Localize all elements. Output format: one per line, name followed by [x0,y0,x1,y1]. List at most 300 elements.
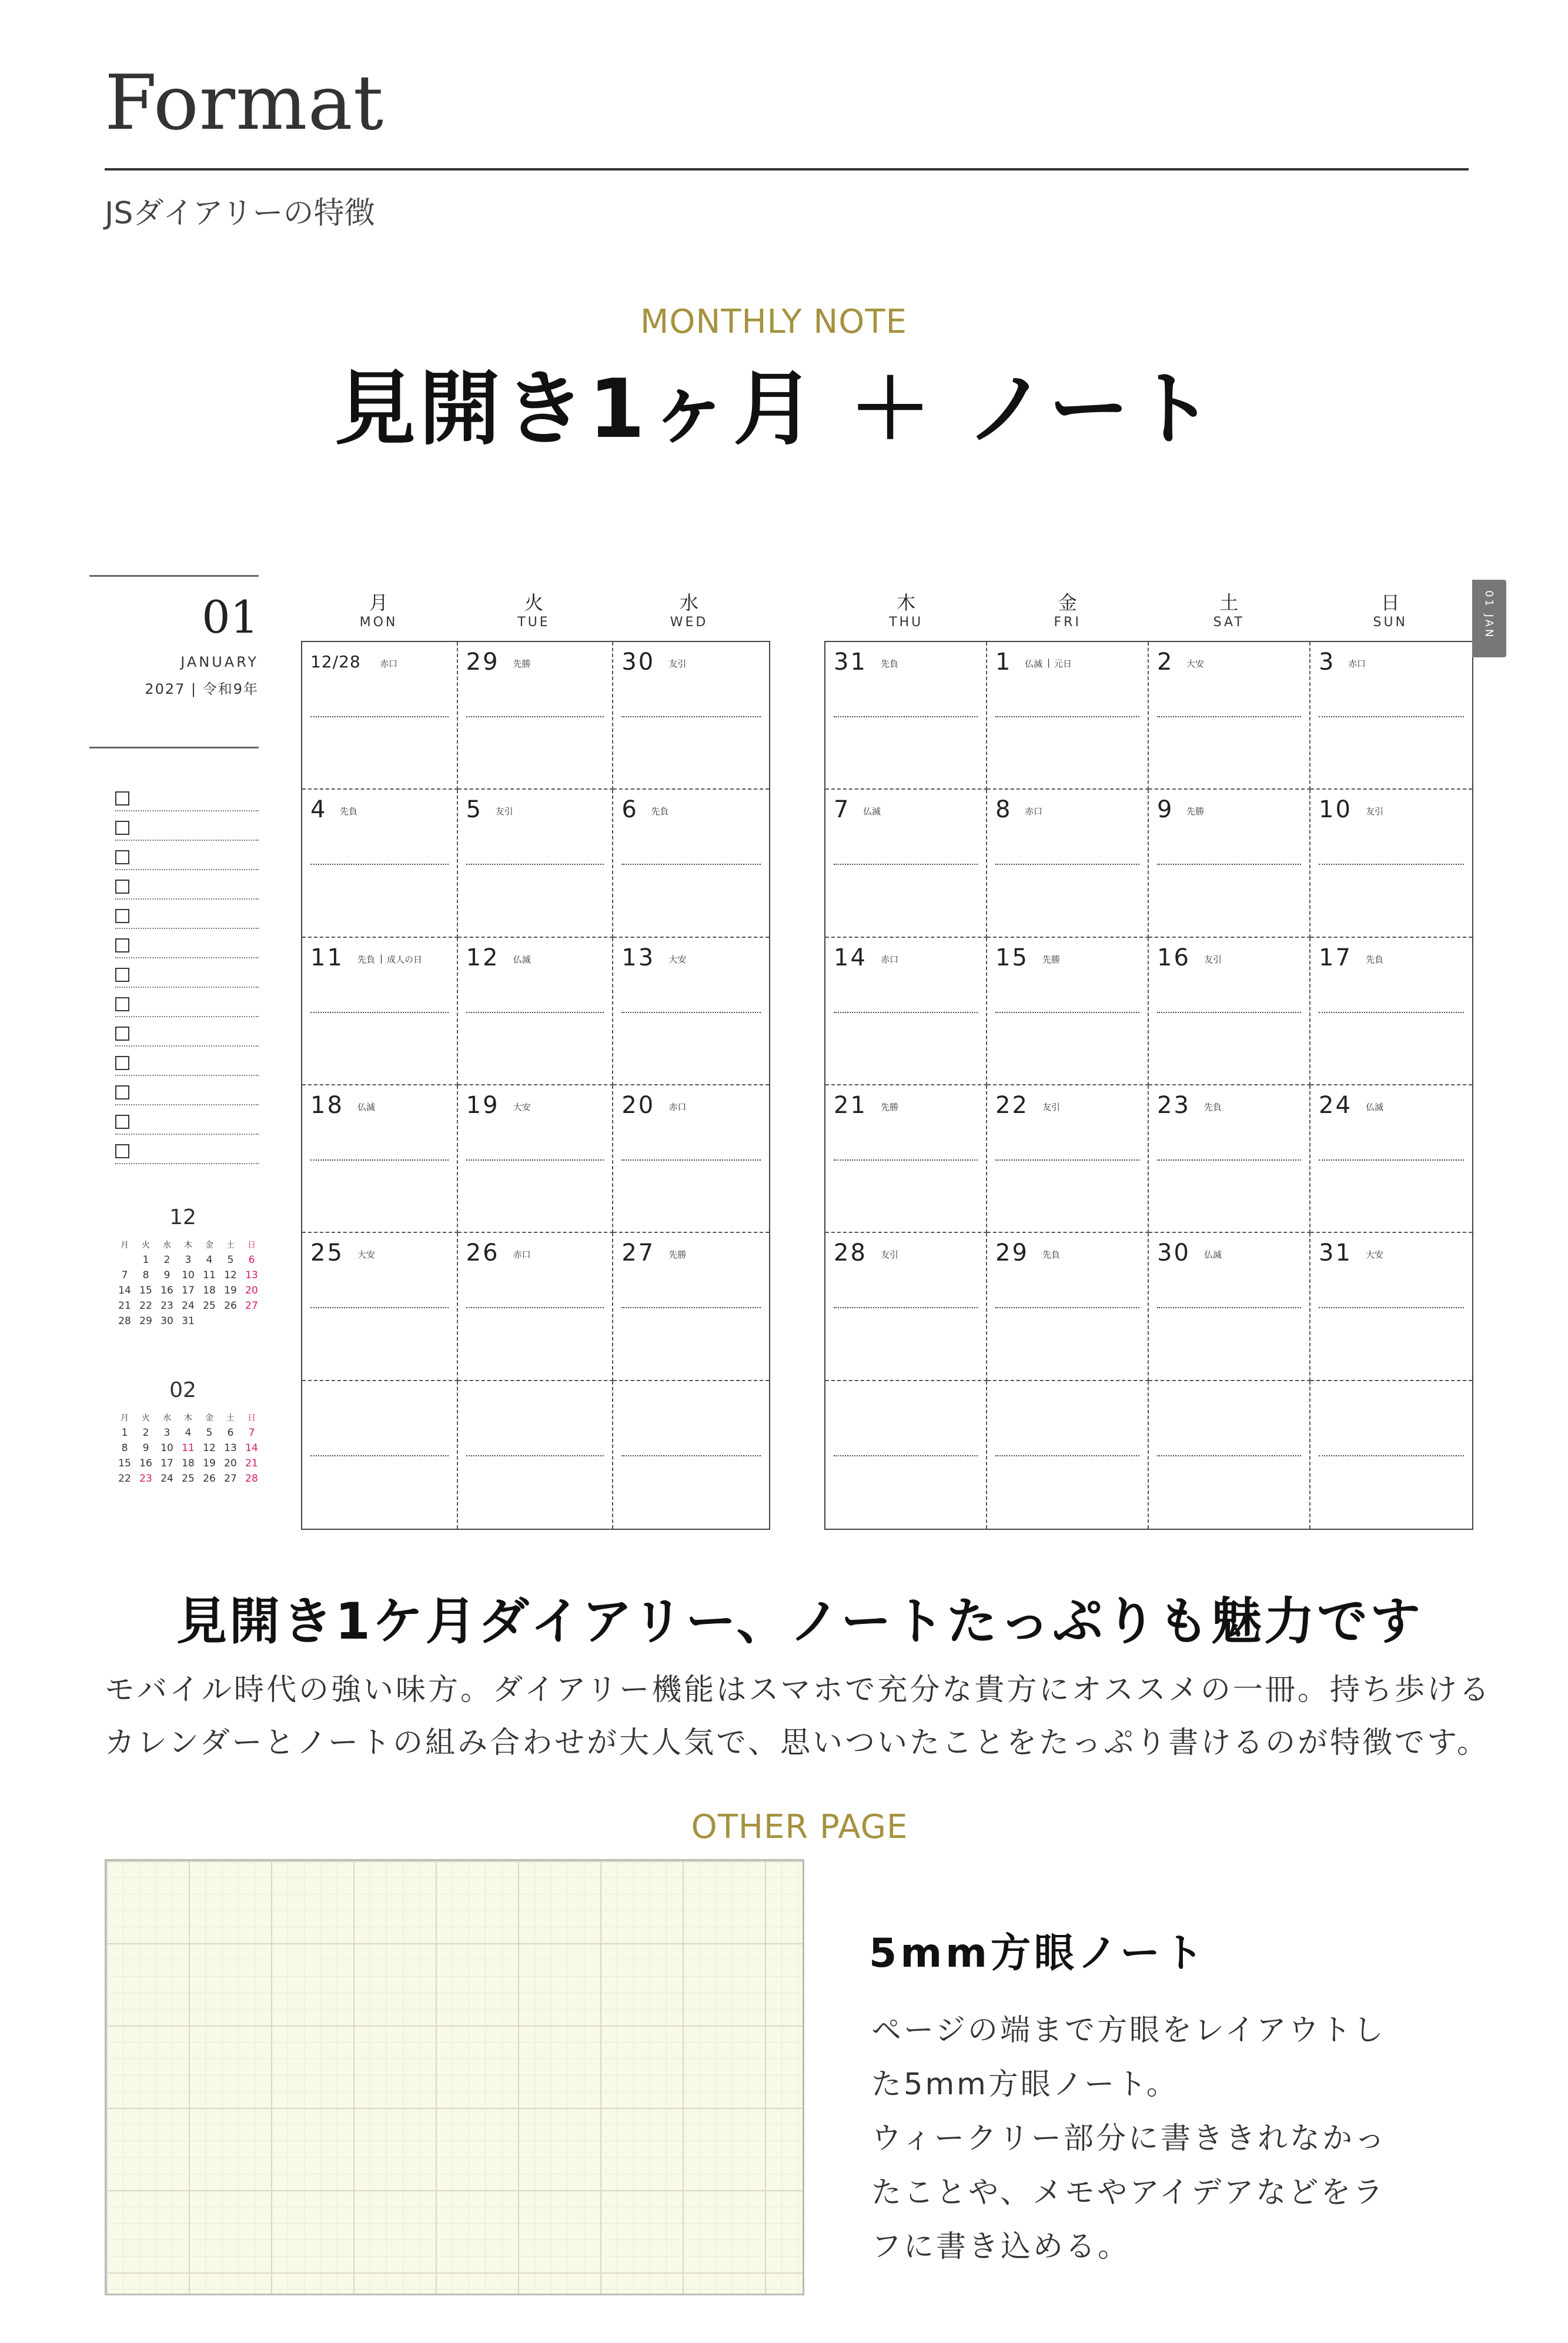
day-cell[interactable] [825,1085,987,1233]
day-cell[interactable] [613,938,769,1085]
day-number: 29 [995,1239,1029,1267]
rokuyo-label: 友引 [495,806,513,817]
day-number: 26 [466,1239,500,1267]
day-cell[interactable] [1149,1381,1310,1529]
cell-midline [466,1159,604,1161]
mini-day: 4 [185,1427,192,1439]
mini-day: 14 [245,1442,258,1454]
rokuyo-label: 大安 [513,1101,531,1112]
day-number: 17 [1319,944,1352,971]
feature-desc-line2: カレンダーとノートの組み合わせが大人気で、思いついたことをたっぷり書けるのが特徴です。 [105,1726,1490,1760]
mini-day: 17 [182,1285,195,1296]
day-cell[interactable] [825,1233,987,1381]
weekday-header [301,588,456,630]
mini-day: 4 [206,1254,213,1266]
rokuyo-label: 先勝 [881,1101,899,1112]
day-cell[interactable] [1149,1233,1310,1381]
mini-day: 9 [142,1442,149,1454]
mini-day: 13 [245,1269,258,1281]
grid-note-line: ページの端まで方眼をレイアウトし [871,2013,1386,2048]
page-title: Format [105,59,385,147]
day-cell[interactable] [302,790,458,937]
cell-midline [1319,1159,1464,1161]
mini-day: 2 [142,1427,149,1439]
rokuyo-label: 先負 [881,659,899,669]
mini-day: 2 [163,1254,170,1266]
rokuyo-label: 友引 [1204,954,1222,965]
cell-midline [1157,716,1301,717]
right-calendar-grid [824,641,1473,1530]
rokuyo-label: 先勝 [668,1249,687,1261]
weekday-en: TUE [517,615,550,630]
day-cell[interactable] [825,642,987,790]
day-cell[interactable] [302,1381,458,1529]
day-number: 21 [834,1091,867,1119]
weekday-en: WED [670,615,708,630]
day-number: 12 [466,944,500,971]
weekday-jp: 火 [524,591,543,614]
holiday-separator: | [380,952,383,964]
mini-day: 28 [118,1315,131,1327]
mini-day: 21 [245,1458,258,1469]
checklist-row[interactable] [115,1105,259,1135]
mini-weekday: 木 [184,1413,192,1423]
checklist-row[interactable] [115,929,259,958]
month-tab[interactable] [1472,580,1506,657]
day-cell[interactable] [458,1381,614,1529]
mini-day: 5 [227,1254,234,1266]
weekday-header [611,588,767,630]
feature-description [105,1664,1492,1770]
rokuyo-label: 大安 [357,1249,376,1261]
day-cell[interactable] [1310,790,1472,937]
mini-day: 25 [203,1300,216,1312]
grid-note-line: ウィークリー部分に書ききれなかっ [871,2121,1387,2156]
cell-midline [621,716,761,717]
cell-midline [995,1012,1139,1013]
mini-day: 7 [248,1427,255,1439]
rokuyo-label: 先負 [1204,1101,1222,1112]
day-cell[interactable] [458,642,614,790]
day-cell[interactable] [613,642,769,790]
weekday-jp: 日 [1380,591,1400,614]
mini-weekday: 木 [184,1241,192,1250]
day-number: 11 [310,944,344,971]
weekday-en: SUN [1373,615,1408,630]
rokuyo-label: 友引 [668,659,687,669]
mini-weekday: 火 [142,1413,150,1423]
day-cell[interactable] [302,1233,458,1381]
grid-note-description [871,2004,1447,2274]
day-number: 30 [621,649,656,676]
rokuyo-label: 先負 [1366,954,1384,965]
grid-note-line: た5mm方眼ノート。 [871,2067,1179,2102]
day-number: 14 [834,944,867,971]
checklist-row[interactable] [115,1076,259,1105]
mini-day: 12 [224,1269,237,1281]
cell-midline [621,1012,761,1013]
day-number: 27 [621,1239,656,1267]
other-page-label: OTHER PAGE [691,1808,908,1846]
weekday-header [1148,588,1310,630]
mini-day: 13 [224,1442,237,1454]
day-number: 23 [1157,1091,1191,1119]
mini-day: 9 [163,1269,170,1281]
title-divider [105,168,1469,171]
mini-day: 29 [139,1315,152,1327]
day-number: 22 [995,1091,1029,1119]
mini-day: 7 [121,1269,128,1281]
cell-midline [834,716,978,717]
mini-day: 18 [182,1458,195,1469]
mini-day: 24 [161,1473,173,1485]
day-cell[interactable] [1310,938,1472,1085]
cell-midline [466,864,604,865]
mini-day: 19 [203,1458,216,1469]
cell-midline [621,1307,761,1308]
checklist-row[interactable] [115,811,259,841]
day-number: 1 [995,649,1012,676]
rokuyo-label: 友引 [1042,1101,1061,1112]
rokuyo-label: 仏滅 [357,1101,376,1112]
mini-weekday: 火 [142,1241,150,1250]
mini-day [115,1254,134,1266]
mini-weekday: 月 [121,1413,129,1423]
cell-midline [310,1455,449,1456]
left-weekday-headers [301,588,767,630]
mini-weekday: 日 [248,1241,256,1250]
day-number: 2 [1157,649,1174,676]
day-cell[interactable] [613,1381,769,1529]
cell-midline [1319,1307,1464,1308]
cell-midline [310,716,449,717]
mini-calendar-next-title: 02 [169,1378,196,1402]
rokuyo-label: 先負 [651,806,669,817]
mini-day: 1 [121,1427,128,1439]
cell-midline [995,864,1139,865]
cell-midline [995,1159,1139,1161]
holiday-separator: | [1047,657,1051,668]
day-cell[interactable] [1149,790,1310,937]
checklist-row[interactable] [115,988,259,1017]
mini-day: 15 [139,1285,152,1296]
rokuyo-label: 先負 [1042,1249,1061,1261]
day-number: 28 [834,1239,867,1267]
day-number: 12/28 [310,652,361,671]
mini-day: 10 [182,1269,195,1281]
day-number: 7 [834,796,851,824]
mini-weekday: 日 [248,1413,256,1423]
mini-day: 20 [245,1285,258,1296]
cell-midline [1157,1012,1301,1013]
cell-midline [1319,1012,1464,1013]
day-cell[interactable] [458,1085,614,1233]
day-number: 30 [1157,1239,1191,1267]
mini-day: 21 [118,1300,131,1312]
day-cell[interactable] [1310,1381,1472,1529]
rokuyo-label: 赤口 [1025,806,1043,817]
day-cell[interactable] [1149,642,1310,790]
day-number: 20 [621,1091,656,1119]
day-cell[interactable] [825,1381,987,1529]
mini-day: 11 [203,1269,216,1281]
mini-day [242,1315,261,1327]
mini-day: 23 [161,1300,173,1312]
rokuyo-label: 仏滅 [863,806,881,817]
rokuyo-label: 赤口 [668,1101,687,1112]
checklist-row[interactable] [115,870,259,900]
day-number: 19 [466,1091,500,1119]
checklist-row[interactable] [115,958,259,988]
mini-day: 1 [142,1254,149,1266]
day-number: 16 [1157,944,1191,971]
weekday-jp: 土 [1219,591,1239,614]
cell-midline [1157,864,1301,865]
cell-midline [621,864,761,865]
cell-midline [995,716,1139,717]
mini-day: 24 [182,1300,195,1312]
feature-desc-line1: モバイル時代の強い味方。ダイアリー機能はスマホで充分な貴方にオススメの一冊。持ち歩ける [105,1673,1492,1707]
mini-day: 20 [224,1458,237,1469]
rokuyo-label: 大安 [668,954,687,965]
cell-midline [310,864,449,865]
mini-day: 26 [203,1473,216,1485]
day-cell[interactable] [458,938,614,1085]
weekday-en: THU [889,615,924,630]
mini-day: 19 [224,1285,237,1296]
rokuyo-label: 赤口 [881,954,899,965]
right-weekday-headers [825,588,1471,630]
mini-day: 8 [142,1269,149,1281]
cell-midline [995,1307,1139,1308]
mini-day: 8 [121,1442,128,1454]
rokuyo-label: 先勝 [1186,806,1205,817]
cell-midline [1157,1307,1301,1308]
rokuyo-label: 大安 [1366,1249,1384,1261]
day-cell[interactable] [825,938,987,1085]
mini-day: 23 [139,1473,152,1485]
mini-weekday: 金 [205,1413,213,1423]
day-cell[interactable] [302,938,458,1085]
mini-day: 22 [139,1300,152,1312]
day-cell[interactable] [987,938,1149,1085]
mini-day: 22 [118,1473,131,1485]
rokuyo-label: 赤口 [380,659,398,669]
mini-weekday: 水 [163,1241,171,1250]
mini-day: 26 [224,1300,237,1312]
mini-day: 18 [203,1285,216,1296]
mini-day [221,1315,240,1327]
mini-day: 11 [182,1442,195,1454]
mini-day: 25 [182,1473,195,1485]
feature-headline: 見開き1ケ月ダイアリー、ノートたっぷりも魅力です [176,1592,1423,1651]
cell-midline [1157,1159,1301,1161]
rokuyo-label: 赤口 [1348,659,1366,669]
day-cell[interactable] [458,790,614,937]
day-cell[interactable] [302,1085,458,1233]
mini-day: 17 [161,1458,173,1469]
day-cell[interactable] [302,642,458,790]
grid-note-line: たことや、メモやアイデアなどをラ [871,2175,1386,2210]
mini-day: 5 [206,1427,213,1439]
rokuyo-label: 先負 [340,806,358,817]
weekday-header [456,588,611,630]
weekday-jp: 月 [369,591,388,614]
monthly-note-label: MONTHLY NOTE [640,303,907,341]
cell-midline [466,1455,604,1456]
day-number: 8 [995,796,1012,824]
mini-weekday: 土 [226,1413,235,1423]
checklist-row[interactable] [115,1017,259,1047]
weekday-header [825,588,987,630]
day-cell[interactable] [987,1085,1149,1233]
mini-day: 12 [203,1442,216,1454]
cell-midline [466,1307,604,1308]
day-cell[interactable] [987,1381,1149,1529]
checklist-row[interactable] [115,1047,259,1076]
grid-note-title: 5mm方眼ノート [869,1930,1207,1977]
rokuyo-label: 赤口 [513,1249,531,1261]
day-number: 31 [834,649,867,676]
rokuyo-label: 先勝 [513,659,531,669]
day-cell[interactable] [1149,1085,1310,1233]
day-cell[interactable] [613,1085,769,1233]
day-cell[interactable] [1310,642,1472,790]
holiday-label: 元日 [1054,659,1072,669]
sidebar-mid-rule [89,747,259,748]
day-number: 3 [1319,649,1336,676]
day-number: 5 [466,796,483,824]
checklist-row[interactable] [115,841,259,870]
cell-midline [621,1159,761,1161]
sidebar-month-en: JANUARY [180,654,259,670]
cell-midline [834,1307,978,1308]
mini-weekday: 金 [205,1241,213,1250]
day-cell[interactable] [1149,938,1310,1085]
mini-day: 31 [182,1315,195,1327]
weekday-header [1310,588,1472,630]
mini-day: 3 [163,1427,170,1439]
cell-midline [1157,1455,1301,1456]
cell-midline [621,1455,761,1456]
mini-weekday: 月 [121,1241,129,1250]
weekday-jp: 金 [1058,591,1077,614]
day-cell[interactable] [987,1233,1149,1381]
rokuyo-label: 仏滅 [513,954,531,965]
mini-day: 16 [139,1458,152,1469]
cell-midline [834,1012,978,1013]
weekday-header [987,588,1149,630]
mini-day: 15 [118,1458,131,1469]
day-cell[interactable] [1310,1085,1472,1233]
day-cell[interactable] [613,790,769,937]
rokuyo-label: 友引 [881,1249,899,1261]
sidebar-top-rule [89,575,259,577]
rokuyo-label: 仏滅 [1366,1101,1384,1112]
weekday-en: MON [359,615,398,630]
cell-midline [834,864,978,865]
month-tab-label: 01 JAN [1483,590,1495,640]
weekday-jp: 水 [679,591,698,614]
day-number: 29 [466,649,500,676]
cell-midline [310,1307,449,1308]
sidebar-month-number: 01 [202,591,259,643]
day-cell[interactable] [458,1233,614,1381]
day-number: 9 [1157,796,1174,824]
day-cell[interactable] [987,642,1149,790]
day-number: 25 [310,1239,344,1267]
day-number: 15 [995,944,1029,971]
cell-midline [1319,716,1464,717]
mini-day: 3 [185,1254,192,1266]
monthly-headline: 見開き1ヶ月 ＋ ノート [335,362,1218,456]
day-number: 24 [1319,1091,1352,1119]
checklist-row[interactable] [115,1135,259,1164]
mini-day: 10 [161,1442,173,1454]
day-number: 31 [1319,1239,1352,1267]
cell-midline [466,1012,604,1013]
mini-day: 30 [161,1315,173,1327]
day-cell[interactable] [825,790,987,937]
day-number: 18 [310,1091,344,1119]
mini-day: 14 [118,1285,131,1296]
cell-midline [1319,1455,1464,1456]
page-subtitle: JSダイアリーの特徴 [105,196,375,231]
mini-day: 27 [245,1300,258,1312]
weekday-en: FRI [1054,615,1081,630]
cell-midline [1319,864,1464,865]
mini-day: 28 [245,1473,258,1485]
rokuyo-label: 先負 [357,954,376,965]
cell-midline [834,1159,978,1161]
grid-note-image [105,1859,804,2295]
mini-day: 16 [161,1285,173,1296]
day-number: 6 [621,796,638,824]
checklist-row[interactable] [115,782,259,811]
mini-day: 6 [248,1254,255,1266]
rokuyo-label: 友引 [1366,806,1384,817]
rokuyo-label: 仏滅 [1204,1249,1222,1261]
day-cell[interactable] [1310,1233,1472,1381]
mini-day [200,1315,219,1327]
rokuyo-label: 大安 [1186,659,1205,669]
mini-calendar-prev-title: 12 [169,1205,196,1229]
mini-calendar-prev [115,1205,262,1327]
day-number: 13 [621,944,656,971]
checklist-row[interactable] [115,900,259,929]
left-calendar-grid [301,641,770,1530]
weekday-jp: 木 [897,591,916,614]
day-number: 10 [1319,796,1352,824]
mini-weekday: 土 [226,1241,235,1250]
grid-note-line: フに書き込める。 [871,2230,1131,2264]
day-cell[interactable] [987,790,1149,937]
cell-midline [310,1159,449,1161]
mini-weekday: 水 [163,1413,171,1423]
cell-midline [995,1455,1139,1456]
sidebar-year: 2027 | 令和9年 [145,681,259,697]
mini-calendar-next [115,1378,262,1485]
mini-day: 6 [227,1427,234,1439]
cell-midline [834,1455,978,1456]
cell-midline [466,716,604,717]
cell-midline [310,1012,449,1013]
rokuyo-label: 先勝 [1042,954,1061,965]
day-cell[interactable] [613,1233,769,1381]
day-number: 4 [310,796,327,824]
holiday-label: 成人の日 [387,954,423,965]
mini-day: 27 [224,1473,237,1485]
